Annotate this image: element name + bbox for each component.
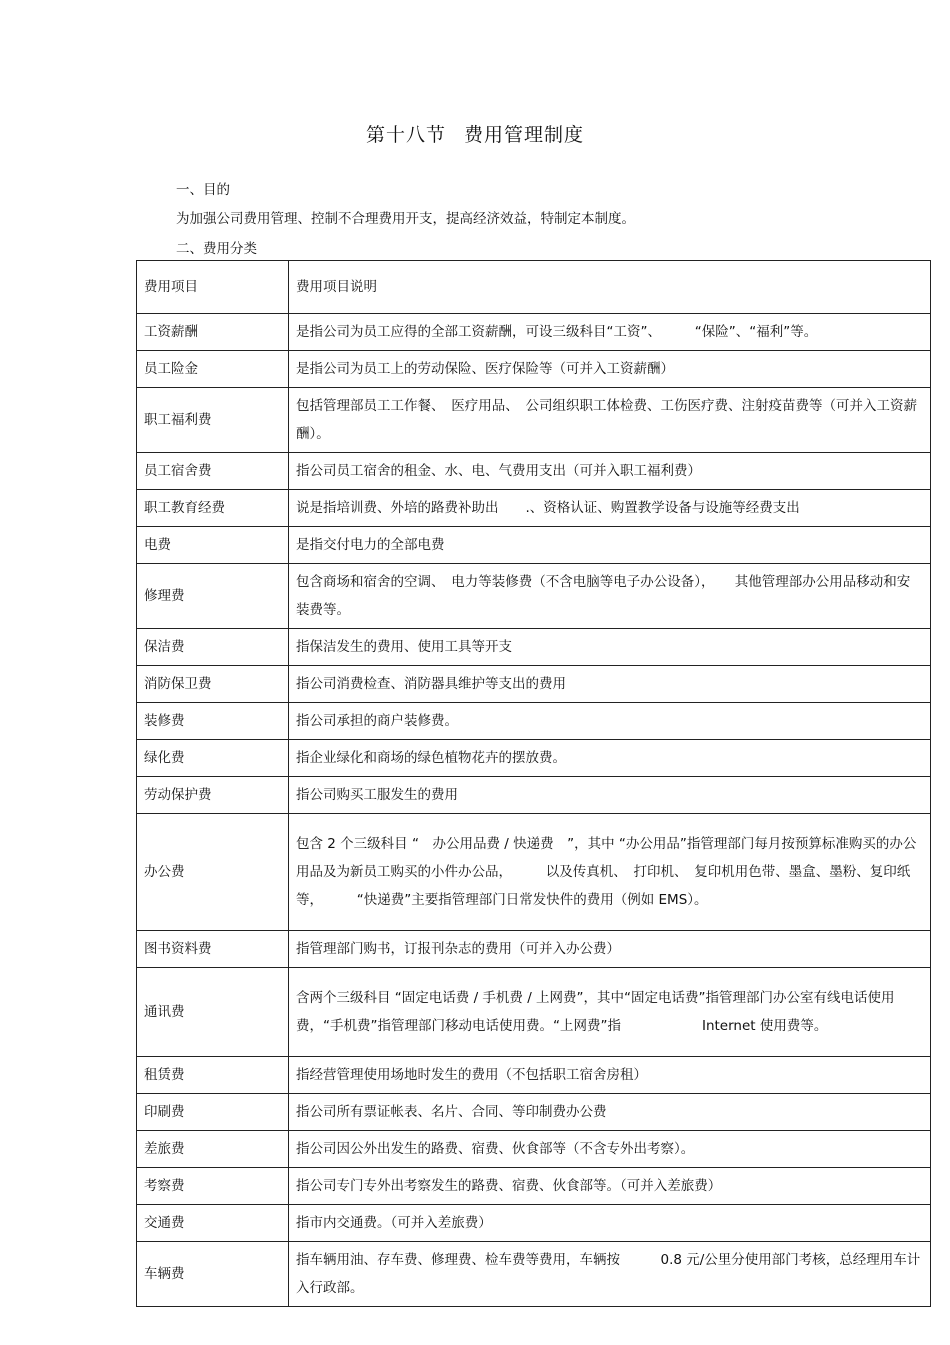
row-desc: 指企业绿化和商场的绿色植物花卉的摆放费。 — [289, 740, 931, 777]
row-desc: 指管理部门购书，订报刊杂志的费用（可并入办公费） — [289, 931, 931, 968]
table-row — [137, 740, 931, 777]
row-item: 职工教育经费 — [137, 490, 289, 527]
row-desc: 包含商场和宿舍的空调、 电力等装修费（不含电脑等电子办公设备）， 其他管理部办公用品移动和安装费等。 — [289, 564, 931, 629]
row-item: 电费 — [137, 527, 289, 564]
row-item: 通讯费 — [137, 968, 289, 1057]
title-section-number: 第十八节 — [365, 124, 446, 146]
row-item: 职工福利费 — [137, 388, 289, 453]
table-row — [137, 564, 931, 629]
section2-heading: 二、费用分类 — [176, 241, 257, 257]
row-desc: 指车辆用油、存车费、修理费、检车费等费用，车辆按 0.8 元/公里分使用部门考核，总经理用车计入行政部。 — [289, 1242, 931, 1307]
row-item: 租赁费 — [137, 1057, 289, 1094]
row-item: 图书资料费 — [137, 931, 289, 968]
table-row — [137, 314, 931, 351]
row-desc: 指公司所有票证帐表、名片、合同、等印制费办公费 — [289, 1094, 931, 1131]
row-item: 办公费 — [137, 814, 289, 931]
row-item: 消防保卫费 — [137, 666, 289, 703]
row-desc: 包含 2 个三级科目 “ 办公用品费 / 快递费 ”，其中 “办公用品”指管理部门每月按预算标准购买的办公用品及为新员工购买的小件办公品， 以及传真机、 打印机、 复印机用色带、墨盒、墨粉、复印纸等， “快递费”主要指管理部门日常发快件的费用（例如 EMS）。 — [289, 814, 931, 931]
row-item: 印刷费 — [137, 1094, 289, 1131]
row-desc: 指公司员工宿舍的租金、水、电、气费用支出（可并入职工福利费） — [289, 453, 931, 490]
table-row — [137, 777, 931, 814]
section1-text: 为加强公司费用管理、控制不合理费用开支，提高经济效益，特制定本制度。 — [176, 211, 635, 227]
row-desc: 指公司消费检查、消防器具维护等支出的费用 — [289, 666, 931, 703]
table-row — [137, 1057, 931, 1094]
row-item: 差旅费 — [137, 1131, 289, 1168]
row-item: 修理费 — [137, 564, 289, 629]
table-row — [137, 527, 931, 564]
table-row — [137, 931, 931, 968]
expense-table — [136, 260, 931, 1307]
row-desc: 包括管理部员工工作餐、 医疗用品、 公司组织职工体检费、工伤医疗费、注射疫苗费等（可并入工资薪酬）。 — [289, 388, 931, 453]
row-item: 绿化费 — [137, 740, 289, 777]
row-desc: 指经营管理使用场地时发生的费用（不包括职工宿舍房租） — [289, 1057, 931, 1094]
row-desc: 指公司承担的商户装修费。 — [289, 703, 931, 740]
table-row — [137, 388, 931, 453]
table-row — [137, 351, 931, 388]
header-item: 费用项目 — [137, 261, 289, 314]
row-item: 员工宿舍费 — [137, 453, 289, 490]
row-item: 交通费 — [137, 1205, 289, 1242]
row-desc: 指公司专门专外出考察发生的路费、宿费、伙食部等。（可并入差旅费） — [289, 1168, 931, 1205]
row-item: 员工险金 — [137, 351, 289, 388]
table-header-row — [137, 261, 931, 314]
row-item: 工资薪酬 — [137, 314, 289, 351]
row-desc: 指公司购买工服发生的费用 — [289, 777, 931, 814]
table-row — [137, 453, 931, 490]
row-item: 装修费 — [137, 703, 289, 740]
row-desc: 指公司因公外出发生的路费、宿费、伙食部等（不含专外出考察）。 — [289, 1131, 931, 1168]
header-desc: 费用项目说明 — [289, 261, 931, 314]
row-desc: 说是指培训费、外培的路费补助出 .、资格认证、购置教学设备与设施等经费支出 — [289, 490, 931, 527]
table-row — [137, 1131, 931, 1168]
page-title — [0, 120, 950, 147]
table-row — [137, 1094, 931, 1131]
table-row — [137, 1168, 931, 1205]
section1-heading: 一、目的 — [176, 182, 230, 198]
row-item: 劳动保护费 — [137, 777, 289, 814]
table-row — [137, 703, 931, 740]
table-row — [137, 666, 931, 703]
table-row — [137, 1205, 931, 1242]
row-item: 车辆费 — [137, 1242, 289, 1307]
row-item: 保洁费 — [137, 629, 289, 666]
row-desc: 指市内交通费。（可并入差旅费） — [289, 1205, 931, 1242]
row-desc: 是指交付电力的全部电费 — [289, 527, 931, 564]
row-desc: 是指公司为员工应得的全部工资薪酬，可设三级科目“工资”、 “保险”、“福利”等。 — [289, 314, 931, 351]
row-desc: 指保洁发生的费用、使用工具等开支 — [289, 629, 931, 666]
title-text: 费用管理制度 — [464, 124, 585, 146]
table-row — [137, 490, 931, 527]
row-desc: 是指公司为员工上的劳动保险、医疗保险等（可并入工资薪酬） — [289, 351, 931, 388]
table-row — [137, 814, 931, 931]
row-item: 考察费 — [137, 1168, 289, 1205]
table-row — [137, 968, 931, 1057]
table-row — [137, 1242, 931, 1307]
table-row — [137, 629, 931, 666]
row-desc: 含两个三级科目 “固定电话费 / 手机费 / 上网费”，其中“固定电话费”指管理部门办公室有线电话使用费，“手机费”指管理部门移动电话使用费。“上网费”指 Internet 使用费等。 — [289, 968, 931, 1057]
